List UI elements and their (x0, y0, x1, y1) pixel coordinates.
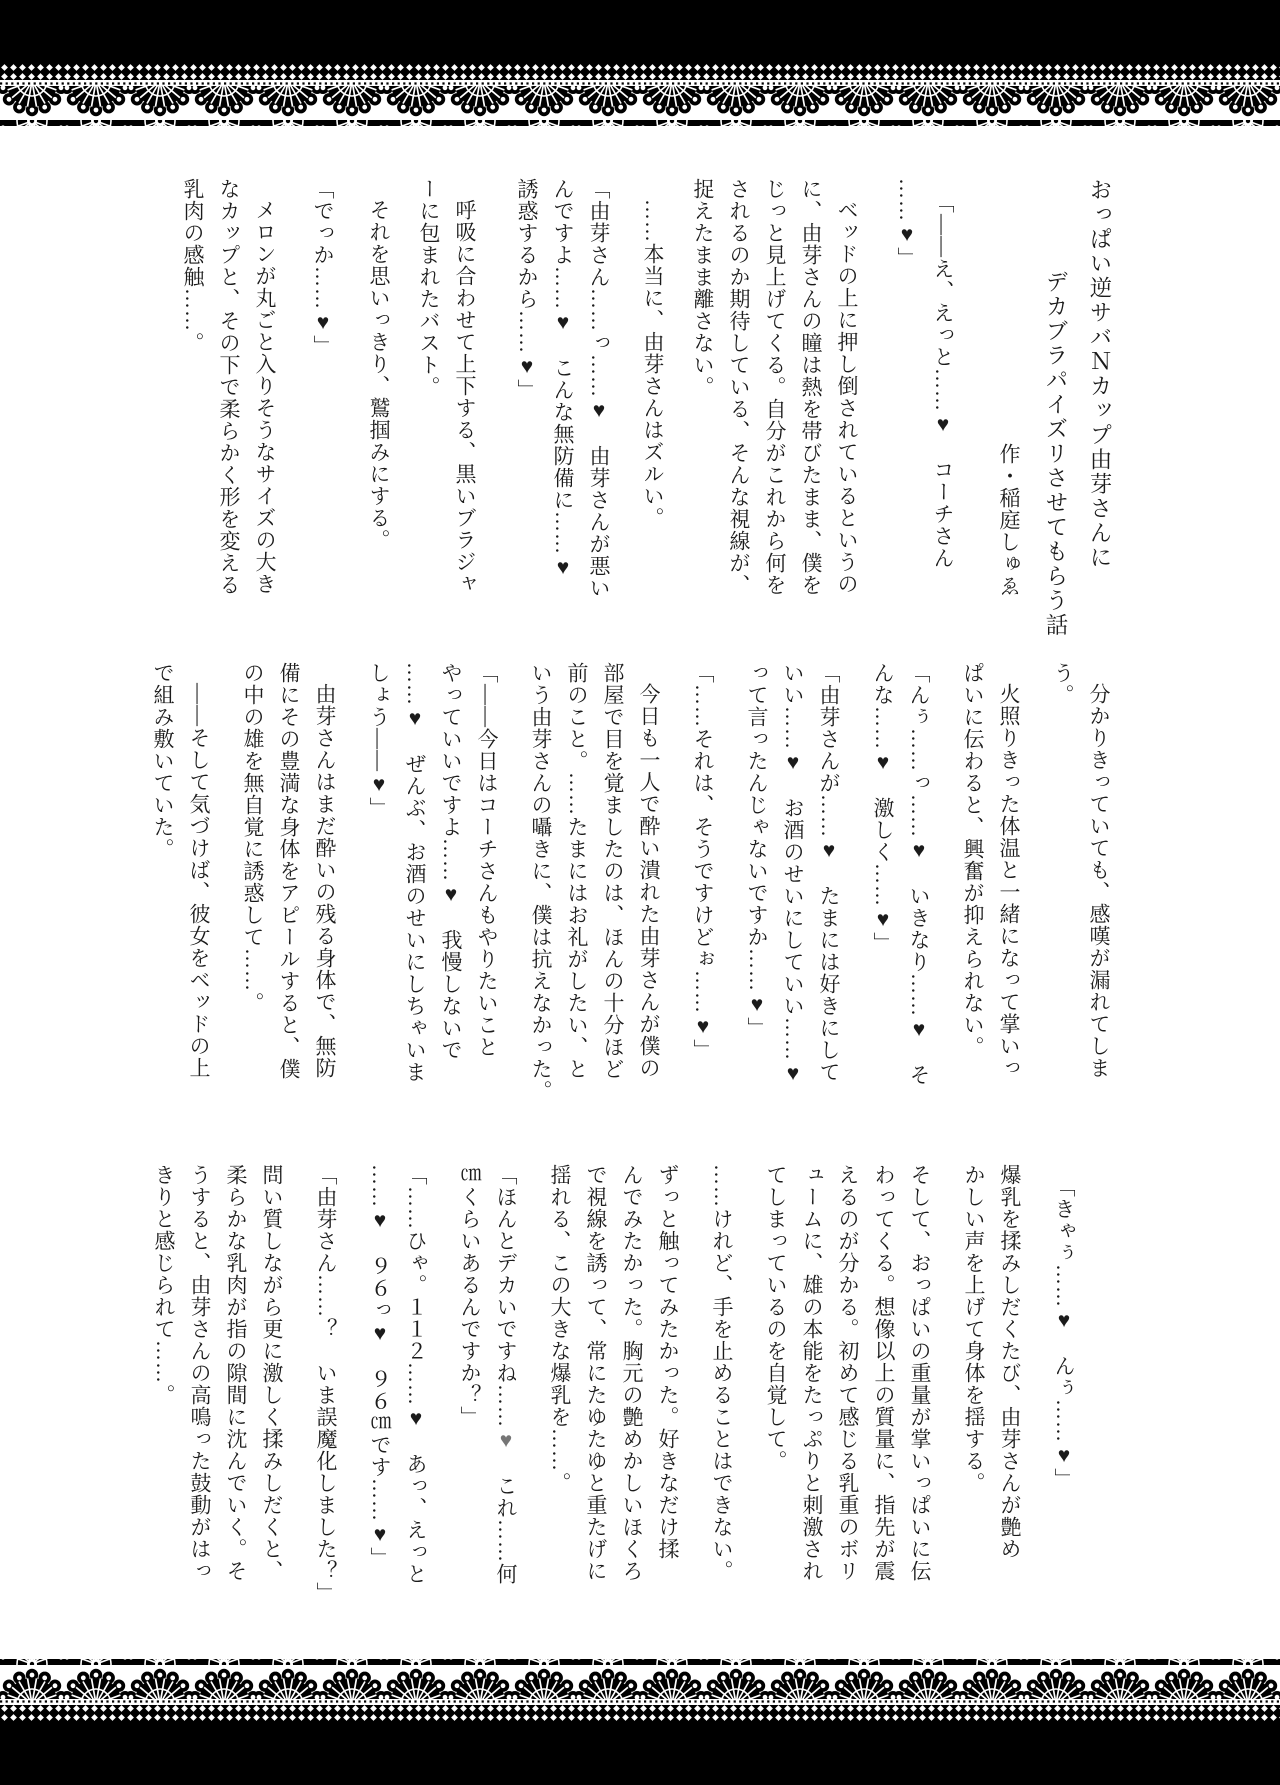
text-line: 由芽さんはまだ酔いの残る身体で、無防 (313, 683, 337, 1079)
text-line: 「由芽さん……？ いま誤魔化しました？」 (314, 1164, 338, 1604)
text-line: されるのか期待している、そんな視線が、 (727, 178, 751, 596)
title-line-2: デカブラパイズリさせてもらう話 (1043, 270, 1068, 638)
text-line: 「きゃぅ……♥ んぅ……♥」 (1052, 1176, 1076, 1490)
text-line: で視線を誘って、常にたゆたゆと重たげに (584, 1164, 608, 1582)
text-line: なカップと、その下で柔らかく形を変える (217, 178, 241, 596)
text-line: んですよ……♥ こんな無防備に……♥ (551, 178, 575, 580)
text-line: それを思いっきり、鷲掴みにする。 (367, 199, 391, 551)
text-line: 前のこと。……たまにはお礼がしたい、と (565, 662, 589, 1080)
text-line: ㎝くらいあるんですか？」 (458, 1164, 482, 1428)
bottom-border (0, 1659, 1280, 1785)
text-line: 今日も一人で酔い潰れた由芽さんが僕の (637, 683, 661, 1079)
text-line: 揺れる、この大きな爆乳を……。 (548, 1164, 572, 1494)
text-line: 「由芽さんが……♥ たまには好きにして (817, 662, 841, 1083)
text-line: に、由芽さんの瞳は熱を帯びたまま、僕を (799, 178, 823, 596)
text-line: ……けれど、手を止めることはできない。 (710, 1164, 734, 1582)
text-line: そして、おっぱいの重量が掌いっぱいに伝 (908, 1164, 932, 1582)
title-line-1: おっぱい逆サバＮカップ由芽さんに (1087, 178, 1112, 570)
text-line: ――そして気づけば、彼女をベッドの上 (187, 683, 211, 1079)
text-line: ……♥ ９６っ♥ ９６㎝です……♥」 (368, 1164, 392, 1569)
text-line: じっと見上げてくる。自分がこれから何を (763, 178, 787, 596)
text-line: やっていいですよ……♥ 我慢しないで (439, 662, 463, 1061)
text-line: 「――今日はコーチさんもやりたいこと (475, 662, 499, 1058)
text-line: 捉えたまま離さない。 (691, 178, 715, 398)
text-line: 爆乳を揉みしだくたび、由芽さんが艶め (998, 1164, 1022, 1560)
text-band-final (146, 1164, 1082, 1604)
text-line: ……♥」 (895, 178, 919, 269)
text-line: しょう――♥」 (367, 662, 391, 819)
text-band-middle (145, 662, 1117, 1124)
text-line: ずっと触ってみたかった。好きなだけ揉 (656, 1164, 680, 1560)
text-line: 火照りきった体温と一緒になって掌いっ (997, 683, 1021, 1079)
text-line: 柔らかな乳肉が指の隙間に沈んでいく。そ (224, 1164, 248, 1582)
text-line: きりと感じられて……。 (152, 1164, 176, 1406)
text-line: えるのが分かる。初めて感じる乳重のボリ (836, 1164, 860, 1582)
text-line: わってくる。想像以上の質量に、指先が震 (872, 1164, 896, 1582)
text-line: 「由芽さん……っ……♥ 由芽さんが悪い (587, 178, 611, 599)
text-line: 乳肉の感触……。 (181, 178, 205, 354)
text-line: 「……それは、そうですけどぉ……♥」 (691, 662, 715, 1061)
text-segment: 「ほんとデカいですね…… (494, 1164, 518, 1428)
text-line: 誘惑するから……♥」 (515, 178, 539, 401)
text-line: 「――え、えっと……♥ コーチさん (931, 192, 955, 569)
text-line: う。 (1051, 662, 1075, 706)
text-line (488, 1164, 524, 1604)
text-line: 呼吸に合わせて上下する、黒いブラジャ (453, 199, 477, 595)
text-line: うすると、由芽さんの高鳴った鼓動がはっ (188, 1164, 212, 1582)
text-line: の中の雄を無自覚に誘惑して……。 (241, 662, 265, 1014)
text-line: んな……♥ 激しく……♥」 (871, 662, 895, 954)
text-line: いう由芽さんの囁きに、僕は抗えなかった。 (529, 662, 553, 1102)
text-line: 部屋で目を覚ましたのは、ほんの十分ほど (601, 662, 625, 1080)
text-line: てしまっているのを自覚して。 (764, 1164, 788, 1472)
text-line: ……♥ ぜんぶ、お酒のせいにしちゃいま (403, 662, 427, 1083)
text-line: 「でっか……♥」 (311, 178, 335, 357)
text-line: いい……♥ お酒のせいにしていい……♥ (781, 662, 805, 1086)
author-line: 作・稲庭しゅゑ (997, 443, 1021, 597)
text-line: 備にその豊満な身体をアピールすると、僕 (277, 662, 301, 1080)
text-line: 分かりきっていても、感嘆が漏れてしま (1087, 683, 1111, 1079)
text-line: メロンが丸ごと入りそうなサイズの大き (253, 199, 277, 595)
text-segment: これ……何 (494, 1453, 518, 1585)
text-line: ……本当に、由芽さんはズルい。 (641, 199, 665, 529)
text-line: で組み敷いていた。 (151, 662, 175, 860)
text-line: 「……ひゃ。１１２……♥ あっ、えっと (404, 1164, 428, 1585)
text-line: ぱいに伝わると、興奮が抑えられない。 (961, 662, 985, 1058)
text-line: ベッドの上に押し倒されているというの (835, 199, 859, 595)
grey-heart: ♥ (494, 1428, 518, 1453)
text-line: かしい声を上げて身体を揺する。 (962, 1164, 986, 1494)
text-line: 問い質しながら更に激しく揉みしだくと、 (260, 1164, 284, 1582)
text-line: ュームに、雄の本能をたっぷりと刺激され (800, 1164, 824, 1582)
top-border (0, 0, 1280, 126)
text-line: 「んぅ……っ……♥ いきなり……♥ そ (907, 662, 931, 1086)
text-line: んでみたかった。胸元の艶めかしいほくろ (620, 1164, 644, 1582)
text-line: って言ったんじゃないですか……♥」 (745, 662, 769, 1039)
text-line: ーに包まれたバスト。 (417, 178, 441, 398)
text-band-opening (175, 178, 1117, 640)
